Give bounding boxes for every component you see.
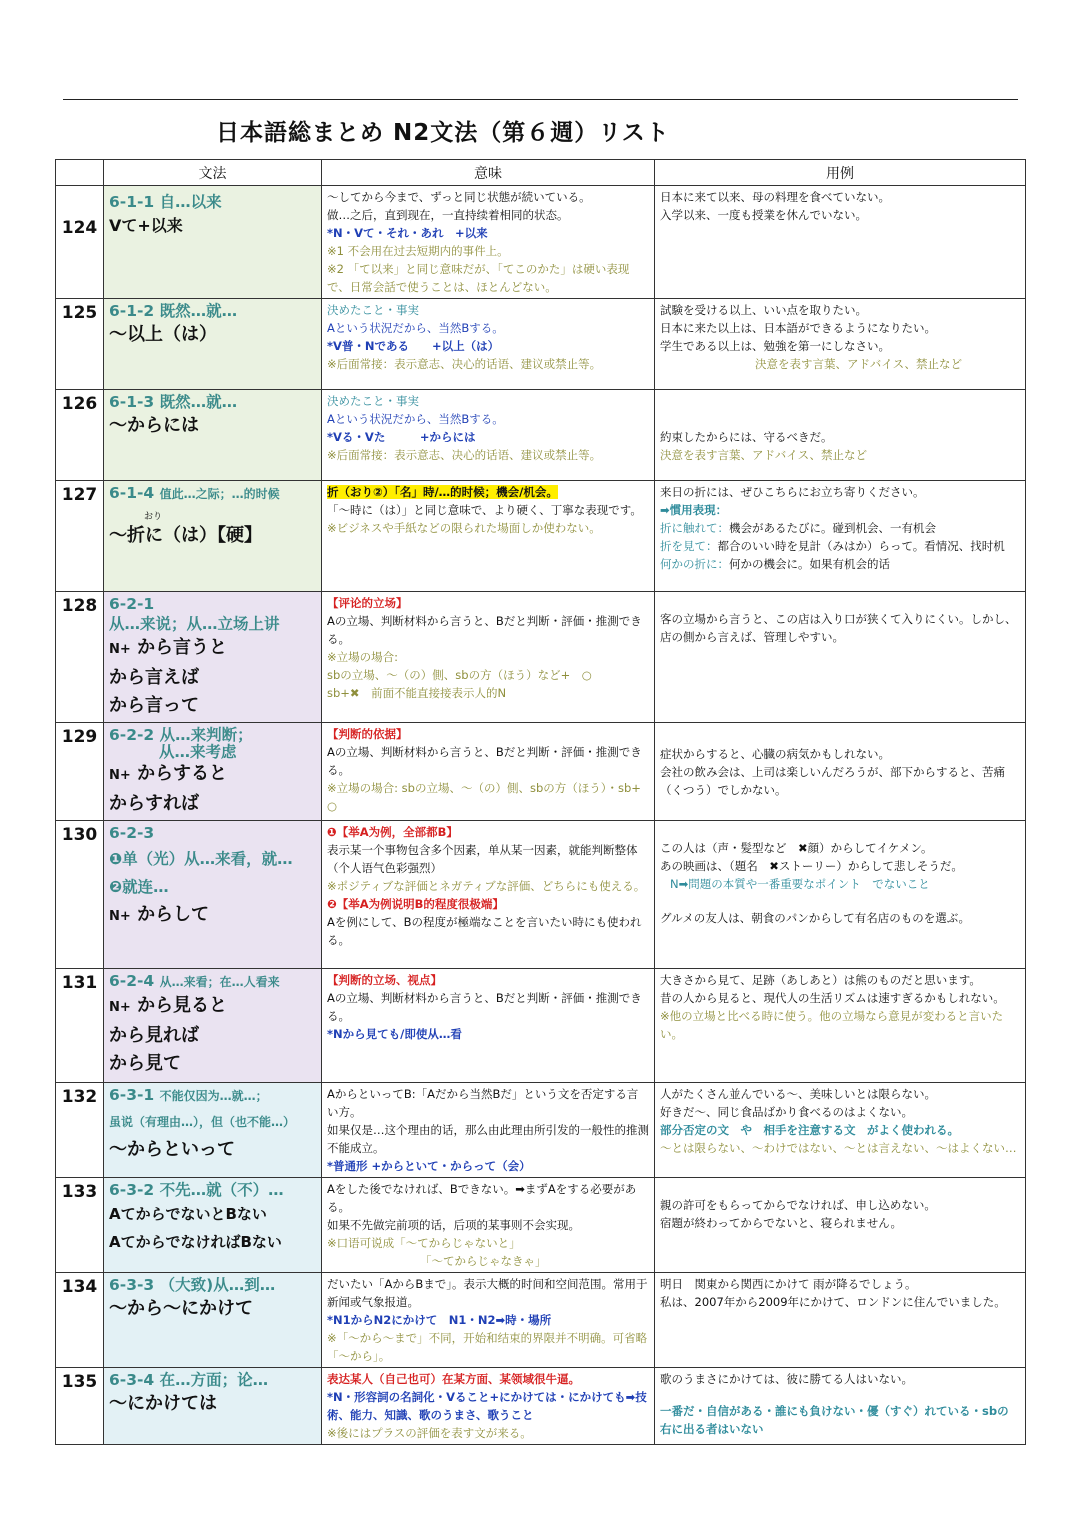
grammar-form: からすれば [109, 793, 199, 814]
meaning-line: AからといってB:「Aだから当然Bだ」という文を否定する言い方。 [327, 1087, 639, 1119]
idiom-term: 折を見て： [660, 539, 718, 553]
meaning-line: Aという状況だから、当然Bする。 [327, 412, 504, 426]
meaning-line: 「〜時に（は）」と同じ意味で、より硬く、丁寧な表现です。 [327, 503, 642, 517]
grammar-cell [104, 821, 322, 969]
meaning-note: ※2 「て以来」と同じ意味だが、「てこのかた」は硬い表现で、日常会話で使うことは、ほとんどない。 [327, 262, 630, 294]
example-label: ➡慣用表現： [660, 503, 728, 517]
header-no [56, 160, 104, 186]
row-number: 131 [56, 969, 104, 1083]
example-cell [655, 1273, 1026, 1368]
example-cell [655, 481, 1026, 592]
table-row [56, 1083, 1026, 1178]
row-number: 134 [56, 1273, 104, 1368]
meaning-label: ❶【举A为例，全部都B】 [327, 825, 458, 839]
grammar-cell [104, 1368, 322, 1445]
meaning-line: Aの立場、判断材料から言うと、Bだと判断・評価・推測できる。 [327, 991, 642, 1023]
example-note: 部分否定の文 や 相手を注意する文 がよく使われる。 [660, 1123, 959, 1137]
meaning-line: Aの立場、判断材料から言うと、Bだと判断・評価・推測できる。 [327, 614, 642, 646]
page-title: 日本語総まとめ N2文法（第６週）リスト [216, 120, 670, 146]
example-line: 日本に来た以上は、日本語ができるようになりたい。 [660, 321, 936, 335]
idiom-definition: 機会があるたびに。碰到机会、一有机会 [729, 521, 936, 535]
meaning-label: 【判断的立场、视点】 [327, 973, 442, 987]
meaning-cell [322, 1368, 655, 1445]
example-line: 明日 関東から関西にかけて 雨が降るでしょう。 [660, 1277, 917, 1291]
grammar-cell [104, 592, 322, 723]
grammar-code-meaning: 从…来考虑 [159, 743, 237, 761]
grammar-cell [104, 1178, 322, 1273]
meaning-note: ※后面常接：表示意志、决心的话语、建议或禁止等。 [327, 357, 602, 371]
table-header [56, 160, 1026, 186]
table-row [56, 481, 1026, 592]
grammar-cell [104, 390, 322, 481]
grammar-code: 6-2-4 [109, 972, 155, 990]
example-line: あの映画は、（題名 ✖ストーリー）からして悲しそうだ。 [660, 859, 963, 873]
example-cell [655, 299, 1026, 390]
example-line: 好きだ〜、同じ食品ばかり食べるのはよくない。 [660, 1105, 913, 1119]
meaning-pattern: *N1からN2にかけて N1・N2➡時・場所 [327, 1313, 552, 1327]
example-cell [655, 390, 1026, 481]
meaning-note: ※口语可说成「〜てからじゃないと」 [327, 1236, 521, 1250]
grammar-code: 6-2-3 [109, 824, 155, 842]
grammar-code-meaning: ❷就连… [109, 878, 169, 896]
grammar-code: 6-1-4 [109, 484, 155, 502]
table-row [56, 969, 1026, 1083]
grammar-cell [104, 299, 322, 390]
meaning-cell [322, 723, 655, 821]
header-example: 用例 [655, 160, 1026, 186]
meaning-cell [322, 1178, 655, 1273]
example-cell [655, 821, 1026, 969]
example-line: 来日の折には、ぜひこちらにお立ち寄りください。 [660, 485, 925, 499]
table-row [56, 821, 1026, 969]
table-row [56, 390, 1026, 481]
row-number: 135 [56, 1368, 104, 1445]
grammar-code-sub: 从…来看；在…人看来 [159, 975, 280, 989]
grammar-code: 6-3-3 （大致)从…到… [109, 1276, 276, 1294]
grammar-form: 〜から〜にかけて [109, 1298, 253, 1319]
example-line: 約束したからには、守るべきだ。 [660, 430, 833, 444]
meaning-label: 表达某人（自己也可）在某方面、某领域很牛逼。 [327, 1372, 580, 1386]
grammar-cell [104, 969, 322, 1083]
row-number: 129 [56, 723, 104, 821]
meaning-note: ※1 不会用在过去短期内的事件上。 [327, 244, 509, 258]
meaning-note: ※后面常接：表示意志、决心的话语、建议或禁止等。 [327, 448, 602, 462]
grammar-code-meaning: ❶单（光）从…来看，就… [109, 850, 293, 868]
example-cell [655, 186, 1026, 299]
idiom-term: 折に触れて： [660, 521, 729, 535]
meaning-cell [322, 186, 655, 299]
row-number: 130 [56, 821, 104, 969]
idiom-definition: 都合のいい時を見計（みはか）らって。看情况、找时机 [717, 539, 1005, 553]
row-number: 132 [56, 1083, 104, 1178]
row-number: 124 [56, 186, 104, 299]
meaning-pattern: *N・形容詞の名詞化・Vること+にかけては・にかけても➡技術、能力、知識、歌のうまさ、歌うこと [327, 1390, 647, 1422]
example-cell [655, 1083, 1026, 1178]
grammar-code-sub: 不能仅因为…就…； [159, 1089, 268, 1103]
meaning-label: 【评论的立场】 [327, 596, 408, 610]
row-number: 127 [56, 481, 104, 592]
grammar-form: から見れば [109, 1025, 199, 1046]
grammar-cell [104, 1083, 322, 1178]
meaning-cell [322, 1273, 655, 1368]
example-line: 日本に来て以来、母の料理を食べていない。 [660, 190, 890, 204]
grammar-form: 〜以上（は） [109, 324, 217, 345]
example-note: 一番だ・自信がある・誰にも負けない・優（すぐ）れている・sbの右に出る者はいない [660, 1404, 1009, 1436]
grammar-form: から言うと [137, 637, 228, 658]
example-line: 宿題が終わってからでないと、寝られません。 [660, 1216, 902, 1230]
example-cell [655, 723, 1026, 821]
idiom-definition: 何かの機会に。如果有机会的话 [729, 557, 890, 571]
meaning-line: 做…之后，直到现在，一直持续着相同的状态。 [327, 208, 569, 222]
meaning-line: 決めたこと・事実 [327, 394, 419, 408]
meaning-line: Aの立場、判断材料から言うと、Bだと判断・評価・推測できる。 [327, 745, 642, 777]
meaning-note: ※立場の場合: sbの立場、〜（の）側、sbの方（ほう）・sb+ ○ [327, 781, 653, 813]
meaning-line: 〜してから今まで、ずっと同じ状態が続いている。 [327, 190, 591, 204]
grammar-code: 6-1-1 自…以来 [109, 193, 222, 211]
grammar-form: Vて+以来 [109, 216, 183, 235]
example-line: 入学以来、一度も授業を休んでいない。 [660, 208, 867, 222]
grammar-code: 6-1-2 既然…就… [109, 302, 238, 320]
example-line: 客の立場から言うと、この店は入り口が狭くて入りにくい。しかし、店の側から言えば、管理しやすい。 [660, 612, 1017, 644]
example-line: 大きさから見て、足跡（あしあと）は熊のものだと思います。 [660, 973, 981, 987]
grammar-code: 6-3-1 [109, 1086, 155, 1104]
header-meaning: 意味 [322, 160, 655, 186]
grammar-code: 6-1-3 既然…就… [109, 393, 238, 411]
example-note: 決意を表す言葉、アドバイス、禁止など [755, 357, 962, 371]
example-line: 試験を受ける以上、いい点を取りたい。 [660, 303, 867, 317]
example-line: 昔の人から見ると、現代人の生活リズムは速すぎるかもしれない。 [660, 991, 1005, 1005]
row-number: 126 [56, 390, 104, 481]
grammar-code: 6-3-4 在…方面；论… [109, 1371, 269, 1389]
example-line: 私は、2007年から2009年にかけて、ロンドンに住んでいました。 [660, 1295, 1006, 1309]
meaning-pattern: *Nから見ても/即使从…看 [327, 1027, 462, 1041]
meaning-pattern: *V普・Nである +以上（は） [327, 339, 500, 353]
grammar-cell [104, 1273, 322, 1368]
grammar-prefix: N+ [109, 1000, 131, 1015]
table-row [56, 1273, 1026, 1368]
meaning-note: sb+✖ 前面不能直接接表示人的N [327, 686, 507, 700]
example-cell [655, 592, 1026, 723]
meaning-line: 如果仅是…这个理由的话，那么由此理由所引发的一般性的推测不能成立。 [327, 1123, 649, 1155]
meaning-line: Aという状況だから、当然Bする。 [327, 321, 504, 335]
meaning-line: Aをした後でなければ、Bできない。➡まずAをする必要がある。 [327, 1182, 637, 1214]
meaning-cell [322, 481, 655, 592]
table-row [56, 186, 1026, 299]
example-note: 〜とは限らない、〜わけではない、〜とは言えない、〜はよくない… [660, 1141, 1017, 1155]
example-line: 親の許可をもらってからでなければ、申し込めない。 [660, 1198, 936, 1212]
grammar-form: から言えば [109, 667, 199, 688]
meaning-line: だいたい「AからBまで」。表示大概的时间和空间范围。常用于新闻或气象报道。 [327, 1277, 648, 1309]
table-row [56, 1368, 1026, 1445]
table-row [56, 1178, 1026, 1273]
table-row [56, 723, 1026, 821]
meaning-pattern: *N・Vて・それ・あれ +以来 [327, 226, 488, 240]
grammar-form: 〜からといって [109, 1139, 235, 1160]
grammar-cell [104, 481, 322, 592]
grammar-code: 6-2-1 [109, 595, 155, 613]
grammar-form: AてからでなければBない [109, 1233, 282, 1251]
grammar-form: 〜折に（は）【硬】 [109, 525, 262, 546]
top-rule [63, 99, 1018, 100]
grammar-code: 6-3-2 不先…就（不）… [109, 1181, 284, 1199]
grammar-form: からして [137, 904, 210, 925]
grammar-form: から言って [109, 695, 199, 716]
grammar-prefix: N+ [109, 642, 131, 657]
grammar-form: 〜にかけては [109, 1393, 217, 1414]
example-note: ※他の立場と比べる時に使う。他の立場なら意見が変わると言いたい。 [660, 1009, 1004, 1041]
grammar-cell [104, 723, 322, 821]
example-cell [655, 1178, 1026, 1273]
example-line: 症状からすると、心臓の病気かもしれない。 [660, 747, 890, 761]
meaning-note: ※ビジネスや手紙などの限られた場面しか使わない。 [327, 521, 601, 535]
row-number: 125 [56, 299, 104, 390]
meaning-cell [322, 1083, 655, 1178]
meaning-note: ※ポジティブな評価とネガティブな評価、どちらにも使える。 [327, 879, 646, 893]
example-line: グルメの友人は、朝食のパンからして有名店のものを選ぶ。 [660, 911, 971, 925]
grammar-form: から見ると [137, 995, 228, 1016]
example-line: この人は（声・髪型など ✖顔）からしてイケメン。 [660, 841, 933, 855]
grammar-code-meaning: 虽说（有理由…），但（也不能…） [109, 1115, 296, 1129]
example-line: 人がたくさん並んでいる〜、美味しいとは限らない。 [660, 1087, 936, 1101]
meaning-cell [322, 969, 655, 1083]
meaning-note: 「〜てからじゃなきゃ」 [420, 1254, 547, 1268]
grammar-code: 6-2-2 从…来判断； [109, 726, 253, 744]
grammar-form: 〜からには [109, 415, 199, 436]
meaning-label: ❷【举A为例说明B的程度很极端】 [327, 897, 504, 911]
idiom-term: 何かの折に： [660, 557, 729, 571]
meaning-cell [322, 390, 655, 481]
grammar-cell [104, 186, 322, 299]
grammar-form: から見て [109, 1053, 181, 1074]
meaning-note: ※後にはプラスの評価を表す文が来る。 [327, 1426, 532, 1440]
meaning-note: ※立場の場合: [327, 650, 399, 664]
meaning-cell [322, 592, 655, 723]
ruby-reading: おり [144, 512, 163, 522]
meaning-line: Aを例にして、Bの程度が極端なことを言いたい時にも使われる。 [327, 915, 642, 947]
grammar-prefix: N+ [109, 768, 131, 783]
meaning-pattern: *普通形 +からといて・からって（会） [327, 1159, 531, 1173]
meaning-label: 【判断的依据】 [327, 727, 408, 741]
example-line: 会社の飲み会は、上司は楽しいんだろうが、部下からすると、苦痛（くつう）でしかない。 [660, 765, 1005, 797]
grammar-form: からすると [137, 763, 228, 784]
meaning-pattern: *Vる・Vた +からには [327, 430, 476, 444]
meaning-note: ※「〜から〜まで」不同，开始和结束的界限并不明确。可省略「〜から」。 [327, 1331, 648, 1363]
meaning-line: 如果不先做完前项的话，后项的某事则不会实现。 [327, 1218, 580, 1232]
example-cell [655, 1368, 1026, 1445]
header-grammar: 文法 [104, 160, 322, 186]
grammar-prefix: N+ [109, 909, 131, 924]
table-row [56, 592, 1026, 723]
table-row [56, 299, 1026, 390]
example-note: 決意を表す言葉、アドバイス、禁止など [660, 448, 867, 462]
example-note: N➡問題の本質や一番重要なポイント でないこと [670, 877, 930, 891]
meaning-headword: 折（おり②）「名」時/…的时候；機会/机会。 [327, 485, 558, 499]
meaning-cell [322, 299, 655, 390]
row-number: 128 [56, 592, 104, 723]
example-line: 学生である以上は、勉強を第一にしなさい。 [660, 339, 890, 353]
grammar-table [55, 159, 1026, 1445]
row-number: 133 [56, 1178, 104, 1273]
example-line: 歌のうまさにかけては、彼に勝てる人はいない。 [660, 1372, 913, 1386]
example-cell [655, 969, 1026, 1083]
meaning-line: 表示某一个事物包含多个因素，单从某一因素，就能判断整体（个人语气色彩强烈） [327, 843, 638, 875]
grammar-code-meaning: 从…来说；从…立场上讲 [109, 615, 280, 633]
meaning-line: 決めたこと・事実 [327, 303, 419, 317]
grammar-form: AてからでないとBない [109, 1205, 267, 1223]
meaning-note: sbの立場、〜（の）側、sbの方（ほう）など+ ○ [327, 668, 592, 682]
grammar-code-sub: 值此…之际；…的时候 [159, 487, 280, 501]
meaning-cell [322, 821, 655, 969]
